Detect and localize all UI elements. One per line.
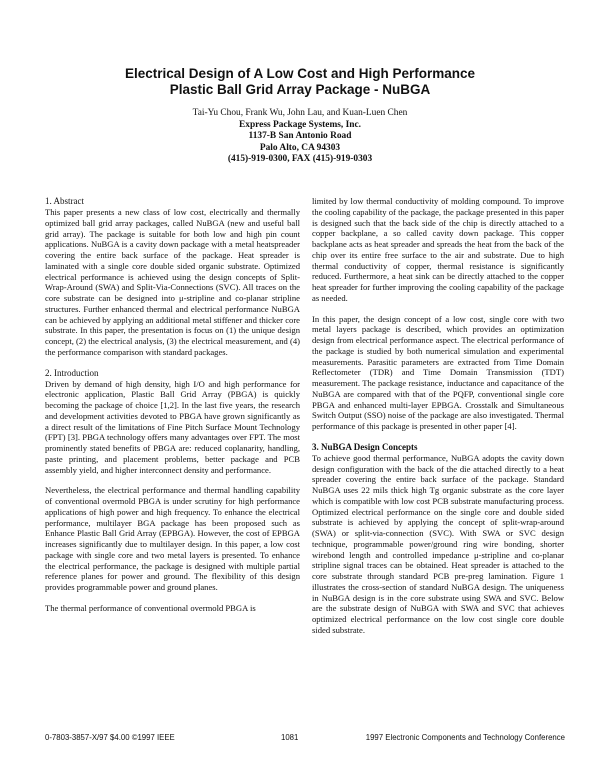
design-concepts-heading: 3. NuBGA Design Concepts: [312, 441, 418, 452]
paper-title: [60, 66, 540, 98]
right-column: [312, 196, 564, 646]
right-paragraph-1: limited by low thermal conductivity of molding compound. To improve the cooling capability of the package, the package presented in this paper is designed such that the back side of the chip is directly attached to a copper backplane, a so called cavity down package. This copper backplane acts as heat spreader and spreads the heat from the back of the chip over its entire free surface to the air and substrate. Due to high thermal conductivity of copper, thermal resistance is significantly reduced. Furthermore, a heat sink can be directly attached to the copper heat spreader for further improving the cooling capability of the package as needed.: [312, 196, 564, 303]
introduction-paragraph-1: Driven by demand of high density, high I/O and high performance for electronic application, Plastic Ball Grid Array (PBGA) is quickly becoming the package of choice [1,2]. In the last five years, the research and development activities devoted to PBGA have grown significantly as a direct result of the limitations of Fine Pitch Surface Mount Technology (FPT) [3]. PBGA technology offers many advantages over FPT. The most prominently stated benefits of PBGA are: reduced coplanarity, handling, paste printing, and placement problems, better package and PCB assembly yield, and higher interconnect density and performance.: [45, 378, 300, 475]
address-line-1: 1137-B San Antonio Road: [248, 131, 352, 141]
phone-fax: (415)-919-0300, FAX (415)-919-0303: [227, 154, 373, 164]
title-line-2: Plastic Ball Grid Array Package - NuBGA: [169, 82, 431, 97]
introduction-heading: 2. Introduction: [45, 367, 99, 378]
introduction-paragraph-3: The thermal performance of conventional overmold PBGA is: [45, 602, 256, 613]
address-line-2: Palo Alto, CA 94303: [259, 142, 341, 153]
left-column: [45, 196, 300, 624]
page-footer: [45, 733, 565, 745]
design-concepts-paragraph: To achieve good thermal performance, NuBGA adopts the cavity down design configuration with the back of the die attached directly to a heat spreader covering the entire back surface of the package. Standard NuBGA uses 22 mils thick high Tg organic substrate as the core layer which is compatible with low cost PCB substrate manufacturing process. Optimized electrical performance on the single core and double sided substrate is achieved by applying the concept of split-wrap-around (SWA) or split-via-connection (SVC). With SWA or SVC design technique, programmable power/ground ring wire bonding, shorter wirebond length and controlled impedance μ-stripline and co-planar stripline signal traces can be obtained. Heat spreader is attached to the core substrate through standard PCB pre-preg lamination. Figure 1 illustrates the cross-section of standard NuBGA design. The uniqueness in NuBGA design is in the core substrate using SWA and SVC. Below are the substrate design of NuBGA with SWA and SVC that achieves optimized electrical performance on the low cost single core double sided substrate.: [312, 452, 564, 635]
author-names: Tai-Yu Chou, Frank Wu, John Lau, and Kuan-Luen Chen: [192, 108, 408, 118]
abstract-heading: 1. Abstract: [45, 196, 84, 206]
footer-conference: 1997 Electronic Components and Technology Conference: [365, 733, 565, 742]
title-line-1: Electrical Design of A Low Cost and High Performance: [124, 66, 476, 81]
introduction-paragraph-2: Nevertheless, the electrical performance and thermal handling capability of conventional overmold PBGA is under scrutiny for high performance applications of high power and high frequency. To enhance the electrical performance, multilayer BGA package has been proposed such as Enhance Plastic Ball Grid Array (EPBGA). However, the cost of EPBGA increases significantly due to multilayer design. In this paper, a low cost package with single core and two metal layers is presented. To enhance the electrical performance, the package is designed with multiple partial reference planes for power and ground. The flexibility of this design provides programmable power and ground planes.: [45, 485, 300, 592]
footer-page-number: 1081: [281, 733, 299, 742]
abstract-text: This paper presents a new class of low cost, electrically and thermally optimized ball grid array packages, called NuBGA (new and useful ball grid array). The package is suitable for both low and high pin count applications. NuBGA is a cavity down package with a metal heatspreader covering the entire back surface of the package. Heat spreader is laminated with a single core double sided organic substrate. Optimized electrical performance is achieved using the design concepts of Split-Wrap-Around (SWA) and Split-Via-Connections (SVC). All traces on the core substrate can be designed into μ-stripline and co-planar stripline structures. Further enhanced thermal and electrical performance NuBGA can be achieved by applying an additional metal stiffener and thicker core substrate. In this paper, the presentation is focus on (1) the unique design concept, (2) the electrical analysis, (3) the electrical measurement, and (4) the performance comparison with standard packages.: [45, 207, 300, 357]
author-block: [100, 108, 500, 166]
affiliation: Express Package Systems, Inc.: [239, 119, 361, 130]
right-paragraph-2: In this paper, the design concept of a low cost, single core with two metal layers package is described, which provides an optimization design from electrical performance aspect. The electrical performance of the package is studied by both numerical simulation and experimental measurements. Parasitic parameters are extracted from Time Domain Reflectometer (TDR) and Time Domain Transmission (TDT) measurement. The package resistance, inductance and capacitance of the NuBGA are compared with that of the PQFP, conventional single core PBGA and enhanced multi-layer EPBGA. Crosstalk and Simultaneous Switch Output (SSO) noise of the package are also investigated. Thermal performance of this package is presented in other paper [4].: [312, 313, 564, 431]
footer-copyright: 0-7803-3857-X/97 $4.00 ©1997 IEEE: [45, 733, 175, 742]
